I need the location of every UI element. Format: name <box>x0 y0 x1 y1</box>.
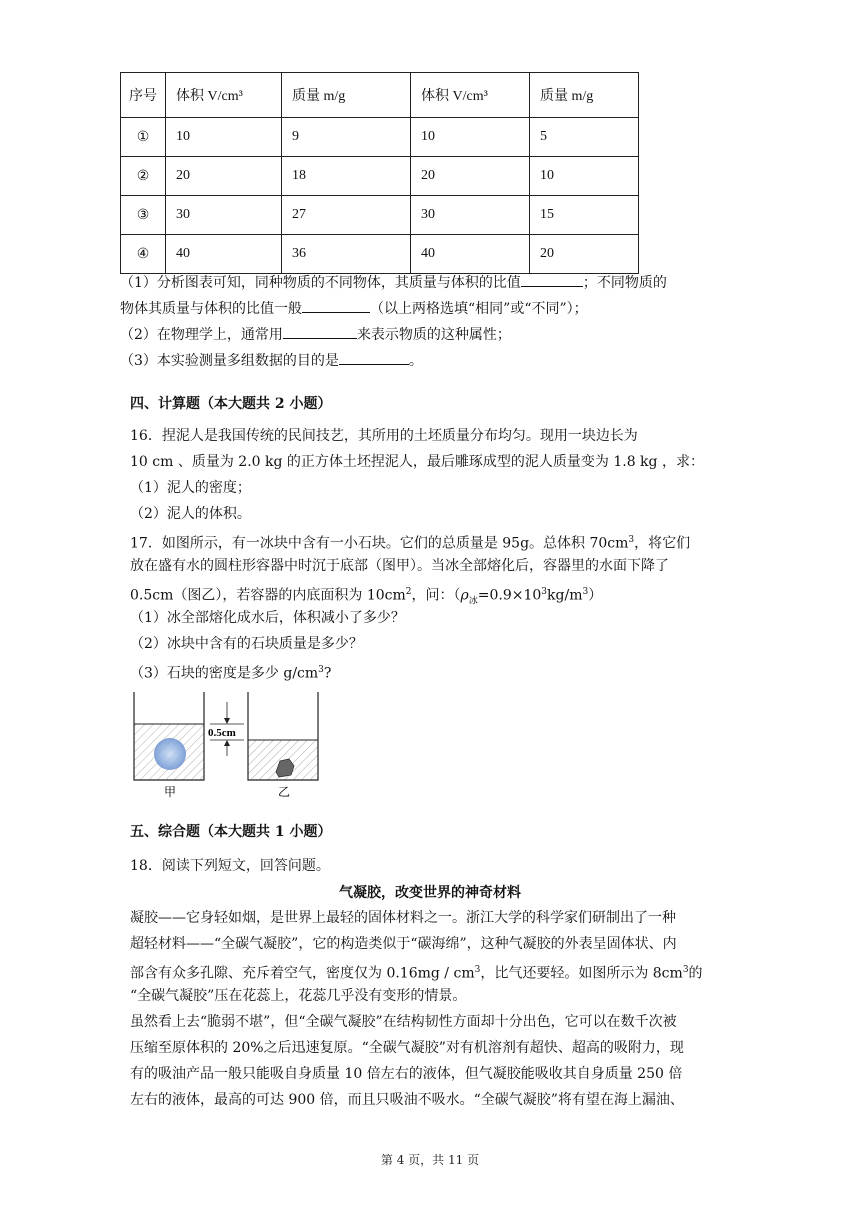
q15-text: 。 <box>408 353 423 369</box>
q15-line-3 <box>120 324 511 345</box>
table-cell: 27 <box>282 196 411 235</box>
table-cell: 9 <box>282 118 411 157</box>
q17-text: （3）石块的密度是多少 g/cm <box>130 665 319 682</box>
q17-line-1 <box>130 530 690 554</box>
table-cell: ③ <box>121 196 166 235</box>
figure-label-yi: 乙 <box>278 785 291 799</box>
article-title: 气凝胶，改变世界的神奇材料 <box>339 885 521 901</box>
answer-blank[interactable] <box>302 298 370 313</box>
q15-text: ；不同物质的 <box>582 275 667 291</box>
paragraph-line: “全碳气凝胶”压在花蕊上，花蕊几乎没有变形的情景。 <box>130 988 467 1004</box>
table-header-cell: 体积 V/cm³ <box>411 73 530 118</box>
q17-text: ? <box>323 665 332 682</box>
superscript: 3 <box>474 965 481 975</box>
table-header-cell: 序号 <box>121 73 166 118</box>
superscript: 3 <box>682 965 689 975</box>
paragraph-line: 左右的液体，最高的可达 900 倍，而且只吸油不吸水。“全碳气凝胶”将有望在海上漏油、 <box>130 1092 684 1108</box>
table-cell: 18 <box>282 157 411 196</box>
paragraph-text: 的 <box>688 965 703 982</box>
superscript: 2 <box>405 587 412 597</box>
q17-text: ） <box>588 587 603 604</box>
table-row <box>121 157 639 196</box>
table-cell: 20 <box>530 235 639 274</box>
table-row <box>121 196 639 235</box>
q17-line-4: （1）冰全部熔化成水后，体积减小了多少？ <box>130 610 405 626</box>
q15-text: （以上两格选填“相同”或“不同”）； <box>370 301 588 317</box>
q17-line-2: 放在盛有水的圆柱形容器中时沉于底部（图甲）。当冰全部熔化后，容器里的水面下降了 <box>130 558 669 574</box>
table-cell: 20 <box>166 157 282 196</box>
table-cell: ② <box>121 157 166 196</box>
table-cell: ① <box>121 118 166 157</box>
height-difference-marker <box>208 702 244 756</box>
q15-text: （3）本实验测量多组数据的目的是 <box>120 353 339 369</box>
q15-text: （1）分析图表可知，同种物质的不同物体，其质量与体积的比值 <box>120 275 521 291</box>
page-footer: 第 4 页，共 11 页 <box>380 1153 480 1167</box>
paragraph-text: 部含有众多孔隙、充斥着空气，密度仅为 0.16mg / cm <box>130 965 475 982</box>
q17-text: 0.5cm（图乙），若容器的内底面积为 10cm <box>130 587 406 604</box>
table-cell: 40 <box>166 235 282 274</box>
q15-line-2 <box>120 298 588 319</box>
q17-text: kg/m <box>547 587 583 604</box>
container-jia <box>134 692 204 780</box>
q15-text: （2）在物理学上，通常用 <box>120 327 283 343</box>
superscript: 3 <box>541 587 548 597</box>
q17-line-5: （2）冰块中含有的石块质量是多少？ <box>130 636 363 652</box>
table-cell: 40 <box>411 235 530 274</box>
q16-line-4: （2）泥人的体积。 <box>130 506 251 522</box>
table-row <box>121 235 639 274</box>
answer-blank[interactable] <box>339 350 409 365</box>
q15-line-1 <box>120 272 667 293</box>
section-heading: 五、综合题（本大题共 1 小题） <box>130 824 332 840</box>
section-heading: 四、计算题（本大题共 2 小题） <box>130 396 332 412</box>
gap-label: 0.5cm <box>208 727 236 739</box>
paragraph-line: 凝胶——它身轻如烟，是世界上最轻的固体材料之一。浙江大学的科学家们研制出了一种 <box>130 910 676 926</box>
superscript: 3 <box>582 587 589 597</box>
paragraph-line: 虽然看上去“脆弱不堪”，但“全碳气凝胶”在结构韧性方面却十分出色，它可以在数千次被 <box>130 1014 677 1030</box>
paragraph-line <box>130 960 703 984</box>
table-cell: 10 <box>166 118 282 157</box>
paragraph-line: 有的吸油产品一般只能吸自身质量 10 倍左右的液体，但气凝胶能吸收其自身质量 250 倍 <box>130 1066 683 1082</box>
q16-line-1: 16．捏泥人是我国传统的民间技艺，其所用的土坯质量分布均匀。现用一块边长为 <box>130 428 638 444</box>
q17-text: 17．如图所示，有一冰块中含有一小石块。它们的总质量是 95g。总体积 70cm <box>130 535 629 552</box>
table-cell: 15 <box>530 196 639 235</box>
table-cell: 10 <box>411 118 530 157</box>
table-row <box>121 118 639 157</box>
table-cell: 36 <box>282 235 411 274</box>
table-cell: 10 <box>530 157 639 196</box>
q17-text: ，将它们 <box>634 535 691 552</box>
q17-line-6 <box>130 660 331 684</box>
table-cell: 20 <box>411 157 530 196</box>
table-header-cell: 质量 m/g <box>530 73 639 118</box>
subscript: 冰 <box>468 596 478 607</box>
paragraph-line: 超轻材料——“全碳气凝胶”，它的构造类似于“碳海绵”，这种气凝胶的外表呈固体状、内 <box>130 936 677 952</box>
q15-text: 物体其质量与体积的比值一般 <box>120 301 302 317</box>
q16-line-3: （1）泥人的密度； <box>130 480 251 496</box>
container-yi <box>248 692 318 780</box>
table-cell: 5 <box>530 118 639 157</box>
q15-text: 来表示物质的这种属性； <box>356 327 511 343</box>
table-header-row <box>121 73 639 118</box>
table-cell: ④ <box>121 235 166 274</box>
q16-line-2: 10 cm 、质量为 2.0 kg 的正方体土坯捏泥人，最后雕琢成型的泥人质量变为 1.8 kg ，求： <box>130 454 704 470</box>
table-cell: 30 <box>166 196 282 235</box>
table-header-cell: 体积 V/cm³ <box>166 73 282 118</box>
superscript: 3 <box>628 535 635 545</box>
paragraph-text: ，比气还要轻。如图所示为 8cm <box>480 965 683 982</box>
q17-text: ，问：（ <box>411 587 461 604</box>
paragraph-line: 压缩至原体积的 20%之后迅速复原。“全碳气凝胶”对有机溶剂有超快、超高的吸附力，现 <box>130 1040 684 1056</box>
q15-line-4 <box>120 350 423 371</box>
table-cell: 30 <box>411 196 530 235</box>
container-figure <box>128 690 328 800</box>
q18-intro: 18．阅读下列短文，回答问题。 <box>130 858 330 874</box>
answer-blank[interactable] <box>521 272 583 287</box>
superscript: 3 <box>318 665 324 675</box>
rho-symbol: ρ <box>460 587 469 604</box>
ice-block-icon <box>154 738 186 770</box>
data-table <box>120 72 639 274</box>
table-header-cell: 质量 m/g <box>282 73 411 118</box>
answer-blank[interactable] <box>283 324 357 339</box>
figure-label-jia: 甲 <box>164 785 177 799</box>
q17-text: =0.9×10 <box>477 587 542 604</box>
